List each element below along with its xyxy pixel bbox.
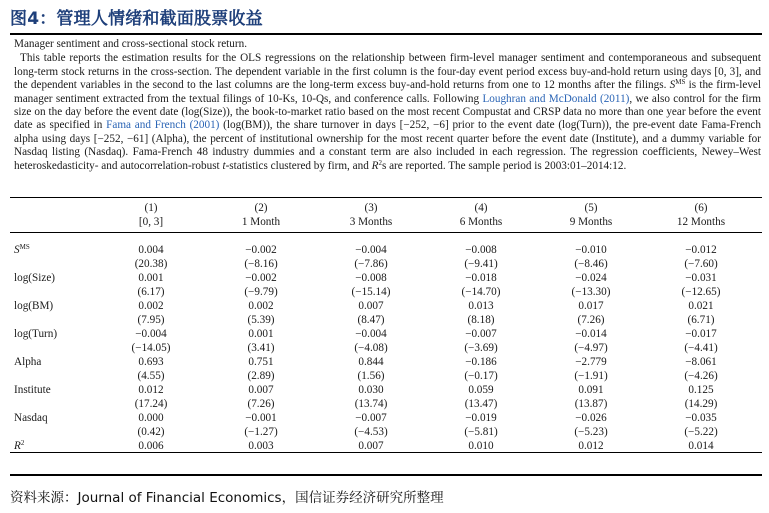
coefficient-cell: −0.004 xyxy=(355,328,387,340)
tstat-cell: (8.47) xyxy=(357,314,385,326)
citation-link-fama-french[interactable]: Fama and French (2001) xyxy=(106,119,220,132)
tstat-cell: (−7.60) xyxy=(684,258,718,270)
coefficient-cell: −0.026 xyxy=(575,412,607,424)
column-number-row xyxy=(14,201,756,215)
tstat-cell: (13.87) xyxy=(574,398,608,410)
coefficient-cell: −0.002 xyxy=(245,272,277,284)
tstat-row xyxy=(14,257,756,271)
coefficient-cell: −2.779 xyxy=(575,356,607,368)
coefficient-cell: 0.012 xyxy=(138,384,164,396)
column-label: 9 Months xyxy=(569,216,613,228)
row-label: $R^2$ xyxy=(14,439,25,452)
column-label-row xyxy=(14,215,756,229)
tstat-cell: (−4.97) xyxy=(574,342,608,354)
citation-link-loughran[interactable]: Loughran and McDonald (2011) xyxy=(482,92,630,105)
coefficient-cell: 0.013 xyxy=(468,300,494,312)
tstat-cell: (−4.53) xyxy=(354,426,388,438)
tstat-row xyxy=(14,425,756,439)
coefficient-cell: 0.059 xyxy=(468,384,494,396)
coefficient-cell: −0.017 xyxy=(685,328,717,340)
tstat-cell: (−7.86) xyxy=(354,258,388,270)
tstat-cell: (14.29) xyxy=(684,398,718,410)
tstat-cell: (7.26) xyxy=(247,398,275,410)
coefficient-cell: 0.001 xyxy=(248,328,274,340)
caption-body: This table reports the estimation results for the OLS regressions on the relationship between firm-level manager sentiment and contemporaneous and subsequent long-term stock returns in the cross-section. The dependent variable in the first column is the four-day event period excess buy-and-hold return using days [0, 3], and the dependent variables in the second to the last columns are the long-term excess buy-and-hold returns from one to 12 months after the filings. $S^{MS}$ is the firm-level manager sentiment extracted from the textual filings of 10-Ks, 10-Qs, and conference calls. Following Loughran and McDonald (2011), we also control for the firm size on the day before the event date (log(Size)), the book-to-market ratio based on the most recent Compustat and CRSP data no more than one year before the event date as specified in Fama and French (2001) (log(BM)), the share turnover in days [−252, −6] prior to the event date (log(Turn)), the pre-event date Fama-French alpha using days [−252, −61] (Alpha), the percent of institutional ownership for the most recent quarter before the event date (Institute), and a dummy variable for Nasdaq listing (Nasdaq). Fama-French 48 industry dummies and a constant term are also included in each regression. The regression coefficients, Newey–West heteroskedasticity- and autocorrelation-robust t-statistics clustered by firm, and $R^2s$ are reported. The sample period is 2003:01–2014:12. xyxy=(14,52,761,172)
coefficient-cell: 0.091 xyxy=(578,384,604,396)
table-top-rule xyxy=(10,197,762,198)
coefficient-cell: 0.021 xyxy=(688,300,714,312)
table-row xyxy=(14,411,756,425)
tstat-cell: (−1.27) xyxy=(244,426,278,438)
tstat-cell: (17.24) xyxy=(134,398,168,410)
tstat-cell: (−13.30) xyxy=(571,286,611,298)
row-label: log(Turn) xyxy=(14,328,58,340)
coefficient-cell: −0.004 xyxy=(355,244,387,256)
coefficient-cell: 0.002 xyxy=(248,300,274,312)
r-squared-cell: 0.007 xyxy=(358,440,384,452)
tstat-row xyxy=(14,341,756,355)
column-label: 6 Months xyxy=(459,216,503,228)
coefficient-cell: −0.014 xyxy=(575,328,607,340)
tstat-cell: (−1.91) xyxy=(574,370,608,382)
coefficient-cell: −0.024 xyxy=(575,272,607,284)
table-caption xyxy=(14,38,761,173)
coefficient-cell: 0.002 xyxy=(138,300,164,312)
coefficient-cell: 0.030 xyxy=(358,384,384,396)
r-squared-cell: 0.003 xyxy=(248,440,274,452)
table-row xyxy=(14,355,756,369)
coefficient-cell: −0.035 xyxy=(685,412,717,424)
tstat-cell: (1.56) xyxy=(357,370,385,382)
coefficient-cell: 0.007 xyxy=(248,384,274,396)
coefficient-cell: −0.008 xyxy=(465,244,497,256)
caption-heading: Manager sentiment and cross-sectional stock return. xyxy=(14,38,247,50)
row-label: log(Size) xyxy=(14,272,56,284)
row-label: log(BM) xyxy=(14,300,54,312)
column-label: 12 Months xyxy=(676,216,726,228)
coefficient-cell: −0.012 xyxy=(685,244,717,256)
coefficient-cell: 0.125 xyxy=(688,384,714,396)
tstat-cell: (3.41) xyxy=(247,342,275,354)
tstat-cell: (−5.22) xyxy=(684,426,718,438)
tstat-cell: (−9.79) xyxy=(244,286,278,298)
table-row xyxy=(14,327,756,341)
coefficient-cell: 0.017 xyxy=(578,300,604,312)
coefficient-cell: 0.844 xyxy=(358,356,384,368)
tstat-cell: (−3.69) xyxy=(464,342,498,354)
tstat-row xyxy=(14,369,756,383)
r-squared-row xyxy=(14,439,756,453)
tstat-cell: (−4.08) xyxy=(354,342,388,354)
coefficient-cell: −0.031 xyxy=(685,272,717,284)
coefficient-cell: −0.004 xyxy=(135,328,167,340)
tstat-cell: (−14.05) xyxy=(131,342,171,354)
tstat-row xyxy=(14,285,756,299)
r-squared-cell: 0.006 xyxy=(138,440,164,452)
coefficient-cell: −8.061 xyxy=(685,356,717,368)
column-number: (1) xyxy=(144,202,158,214)
tstat-cell: (−5.81) xyxy=(464,426,498,438)
coefficient-cell: 0.004 xyxy=(138,244,164,256)
column-number: (2) xyxy=(254,202,268,214)
coefficient-cell: −0.018 xyxy=(465,272,497,284)
tstat-cell: (0.42) xyxy=(137,426,165,438)
table-row xyxy=(14,383,756,397)
coefficient-cell: 0.000 xyxy=(138,412,164,424)
tstat-cell: (−4.26) xyxy=(684,370,718,382)
table-row xyxy=(14,299,756,313)
row-label: Nasdaq xyxy=(14,412,48,424)
coefficient-cell: −0.010 xyxy=(575,244,607,256)
tstat-row xyxy=(14,313,756,327)
tstat-cell: (8.18) xyxy=(467,314,495,326)
figure-title: 图4：管理人情绪和截面股票收益 xyxy=(10,9,263,29)
coefficient-cell: −0.186 xyxy=(465,356,497,368)
row-label: Alpha xyxy=(14,356,42,368)
row-label: $S^{MS}$ xyxy=(14,243,30,256)
regression-table xyxy=(14,201,756,453)
coefficient-cell: 0.001 xyxy=(138,272,164,284)
tstat-cell: (−0.17) xyxy=(464,370,498,382)
tstat-cell: (13.74) xyxy=(354,398,388,410)
r-squared-cell: 0.012 xyxy=(578,440,604,452)
coefficient-cell: 0.007 xyxy=(358,300,384,312)
coefficient-cell: −0.001 xyxy=(245,412,277,424)
column-number: (6) xyxy=(694,202,708,214)
coefficient-cell: 0.693 xyxy=(138,356,164,368)
tstat-cell: (7.26) xyxy=(577,314,605,326)
tstat-cell: (20.38) xyxy=(134,258,168,270)
tstat-cell: (−12.65) xyxy=(681,286,721,298)
coefficient-cell: −0.007 xyxy=(355,412,387,424)
tstat-cell: (6.71) xyxy=(687,314,715,326)
column-label: 1 Month xyxy=(241,216,281,228)
tstat-cell: (−4.41) xyxy=(684,342,718,354)
coefficient-cell: −0.007 xyxy=(465,328,497,340)
source-rule xyxy=(10,474,762,476)
tstat-cell: (−8.16) xyxy=(244,258,278,270)
tstat-cell: (−5.23) xyxy=(574,426,608,438)
column-label: [0, 3] xyxy=(138,216,164,228)
tstat-cell: (−8.46) xyxy=(574,258,608,270)
r-squared-cell: 0.014 xyxy=(688,440,714,452)
source-note: 资料来源：Journal of Financial Economics，国信证券经济研究所整理 xyxy=(10,490,444,506)
table-row xyxy=(14,271,756,285)
tstat-row xyxy=(14,397,756,411)
tstat-cell: (5.39) xyxy=(247,314,275,326)
coefficient-cell: 0.751 xyxy=(248,356,274,368)
coefficient-cell: −0.019 xyxy=(465,412,497,424)
tstat-cell: (2.89) xyxy=(247,370,275,382)
table-body xyxy=(14,243,756,453)
column-number: (3) xyxy=(364,202,378,214)
column-number: (5) xyxy=(584,202,598,214)
row-label: Institute xyxy=(14,384,51,396)
tstat-cell: (13.47) xyxy=(464,398,498,410)
tstat-cell: (4.55) xyxy=(137,370,165,382)
table-row xyxy=(14,243,756,257)
column-label: 3 Months xyxy=(349,216,393,228)
tstat-cell: (−9.41) xyxy=(464,258,498,270)
column-number: (4) xyxy=(474,202,488,214)
r-squared-cell: 0.010 xyxy=(468,440,494,452)
tstat-cell: (7.95) xyxy=(137,314,165,326)
coefficient-cell: −0.008 xyxy=(355,272,387,284)
title-rule xyxy=(10,33,762,35)
coefficient-cell: −0.002 xyxy=(245,244,277,256)
tstat-cell: (−15.14) xyxy=(351,286,391,298)
tstat-cell: (6.17) xyxy=(137,286,165,298)
tstat-cell: (−14.70) xyxy=(461,286,501,298)
